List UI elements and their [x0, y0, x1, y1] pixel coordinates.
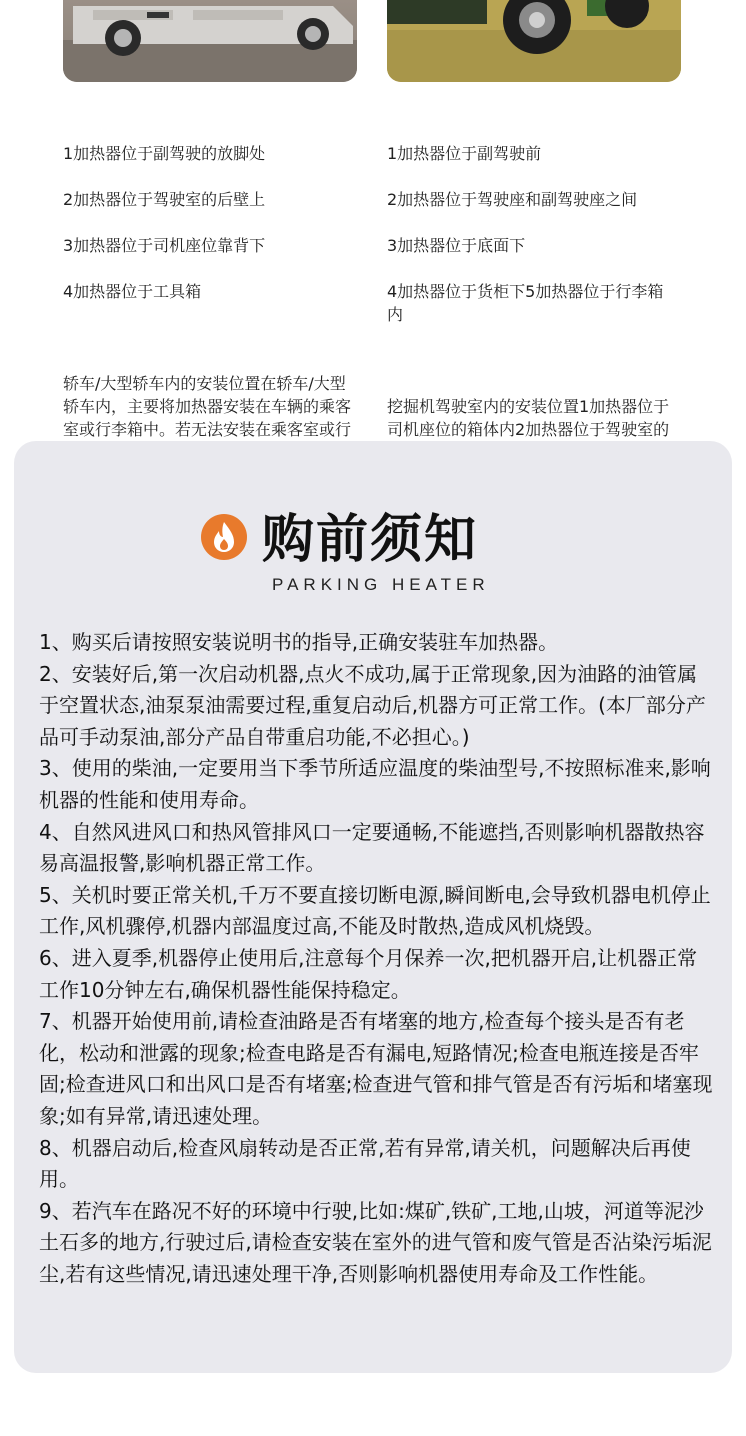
right-description: [387, 96, 687, 487]
list-item: 4加热器位于货柜下5加热器位于行李箱内: [387, 282, 664, 324]
list-item: 3加热器位于底面下: [387, 236, 526, 255]
notice-list: [39, 627, 717, 1290]
notice-item: 7、机器开始使用前,请检查油路是否有堵塞的地方,检查每个接头是否有老化，松动和泄露的现象;检查电路是否有漏电,短路情况;检查电瓶连接是否牢固;检查进风口和出风口是否有堵塞;检查进气管和排气管是否有污垢和堵塞现象;如有异常,请迅速处理。: [39, 1009, 713, 1128]
notice-item: 1、购买后请按照安装说明书的指导,正确安装驻车加热器。: [39, 630, 559, 654]
list-item: 2加热器位于驾驶室的后壁上: [63, 190, 266, 209]
notice-item: 2、安装好后,第一次启动机器,点火不成功,属于正常现象,因为油路的油管属于空置状态,油泵泵油需要过程,重复启动后,机器方可正常工作。(本厂部分产品可手动泵油,部分产品自带重启功能,不必担心。): [39, 661, 706, 749]
notice-title: 购前须知: [262, 510, 479, 570]
list-item: 1加热器位于副驾驶的放脚处: [63, 144, 266, 163]
notice-item: 9、若汽车在路况不好的环境中行驶,比如:煤矿,铁矿,工地,山坡，河道等泥沙土石多的地方,行驶过后,请检查安装在室外的进气管和废气管是否沾染污垢泥尘,若有这些情况,请迅速处理干净,否则影响机器使用寿命及工作性能。: [39, 1198, 712, 1286]
notice-item: 4、自然风进风口和热风管排风口一定要通畅,不能遮挡,否则影响机器散热容易高温报警,影响机器正常工作。: [39, 819, 705, 876]
notice-item: 3、使用的柴油,一定要用当下季节所适应温度的柴油型号,不按照标准来,影响机器的性能和使用寿命。: [39, 756, 711, 812]
left-paragraph: 轿车/大型轿车内的安装位置在轿车/大型轿车内，主要将加热器安装在车辆的乘客室或行李箱中。若无法安装在乘客室或行: [63, 374, 352, 439]
purchase-notice-panel: [14, 441, 732, 1373]
right-paragraph: 挖掘机驾驶室内的安装位置1加热器位于司机座位的箱体内2加热器位于驾驶室的: [387, 397, 670, 439]
notice-item: 8、机器启动后,检查风扇转动是否正常,若有异常,请关机，问题解决后再使用。: [39, 1135, 691, 1192]
suv-car-photo: [63, 0, 357, 82]
flame-icon: [200, 513, 248, 561]
notice-header: [14, 509, 732, 599]
left-install-list: [63, 119, 363, 326]
tractor-photo: [387, 0, 681, 82]
list-item: 3加热器位于司机座位靠背下: [63, 236, 266, 255]
list-item: 2加热器位于驾驶座和副驾驶座之间: [387, 190, 638, 209]
notice-subtitle: PARKING HEATER: [272, 575, 490, 594]
list-item: 4加热器位于工具箱: [63, 282, 202, 301]
notice-item: 5、关机时要正常关机,千万不要直接切断电源,瞬间断电,会导致机器电机停止工作,风机骤停,机器内部温度过高,不能及时散热,造成风机烧毁。: [39, 882, 711, 939]
list-item: 1加热器位于副驾驶前: [387, 144, 542, 163]
notice-item: 6、进入夏季,机器停止使用后,注意每个月保养一次,把机器开启,让机器正常工作10分钟左右,确保机器性能保持稳定。: [39, 945, 698, 1002]
right-install-list: [387, 119, 687, 349]
